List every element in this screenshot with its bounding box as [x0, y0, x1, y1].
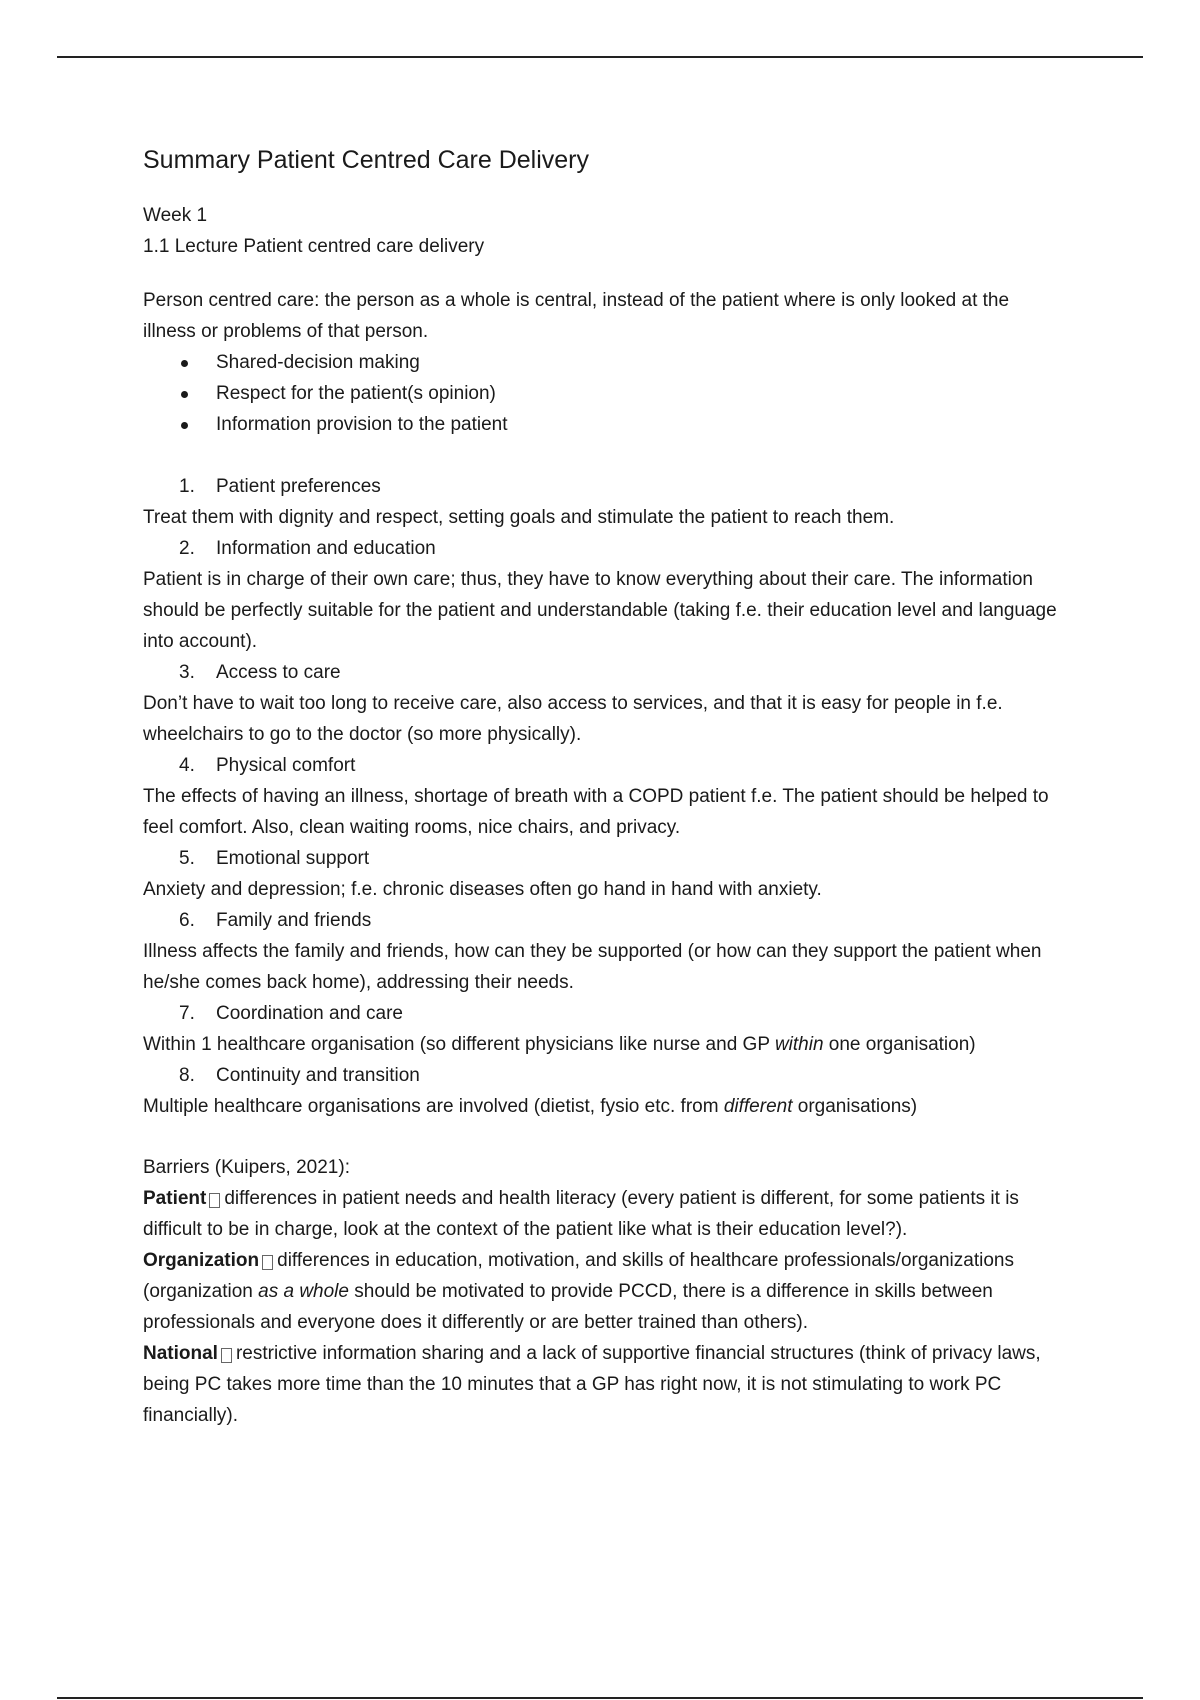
bullet-item: Information provision to the patient	[143, 409, 1063, 440]
item-text: The effects of having an illness, shortage of breath with a COPD patient f.e. The patient should be helped to feel comfort. Also, clean waiting rooms, nice chairs, and privacy.	[143, 786, 1049, 838]
intro-paragraph: Person centred care: the person as a whole is central, instead of the patient where is only looked at the illness or problems of that person.	[143, 290, 1010, 342]
barriers-section	[143, 1152, 1063, 1431]
footer-rule	[57, 1697, 1143, 1699]
numbered-section	[143, 471, 1063, 1122]
bullet-item: Shared-decision making	[143, 347, 1063, 378]
item-text: Within 1 healthcare organisation (so different physicians like nurse and GP within one organisation)	[143, 1034, 976, 1055]
arrow-icon	[262, 1255, 273, 1270]
document-body	[143, 140, 1063, 1431]
barrier-national: National restrictive information sharing and a lack of supportive financial structures (think of privacy laws, being PC takes more time than the 10 minutes that a GP has right now, it is not stimulating to work PC financially).	[143, 1343, 1041, 1426]
barriers-heading: Barriers (Kuipers, 2021):	[143, 1157, 350, 1178]
numbered-heading: 7. Coordination and care	[179, 1003, 403, 1024]
lecture-heading: 1.1 Lecture Patient centred care delivery	[143, 236, 485, 257]
item-text: Illness affects the family and friends, how can they be supported (or how can they support the patient when he/she comes back home), addressing their needs.	[143, 941, 1042, 993]
item-text: Anxiety and depression; f.e. chronic diseases often go hand in hand with anxiety.	[143, 879, 822, 900]
barrier-organization: Organization differences in education, motivation, and skills of healthcare professionals/organizations (organization as a whole should be motivated to provide PCCD, there is a difference in skills between professionals and everyone does it differently or are better trained than others).	[143, 1250, 1014, 1333]
bullet-dot-icon	[181, 360, 188, 367]
numbered-heading: 1. Patient preferences	[179, 476, 381, 497]
bullet-item: Respect for the patient(s opinion)	[143, 378, 1063, 409]
arrow-icon	[221, 1348, 232, 1363]
bullet-dot-icon	[181, 391, 188, 398]
document-title: Summary Patient Centred Care Delivery	[143, 146, 589, 174]
numbered-heading: 8. Continuity and transition	[179, 1065, 420, 1086]
bullet-list	[143, 347, 1063, 440]
item-text: Treat them with dignity and respect, setting goals and stimulate the patient to reach them.	[143, 507, 895, 528]
arrow-icon	[209, 1193, 220, 1208]
numbered-heading: 6. Family and friends	[179, 910, 372, 931]
item-text: Multiple healthcare organisations are involved (dietist, fysio etc. from different organisations)	[143, 1096, 918, 1117]
numbered-heading: 4. Physical comfort	[179, 755, 356, 776]
numbered-heading: 2. Information and education	[179, 538, 436, 559]
week-heading: Week 1	[143, 205, 208, 226]
item-text: Patient is in charge of their own care; thus, they have to know everything about their care. The information should be perfectly suitable for the patient and understandable (taking f.e. their education level and language into account).	[143, 569, 1057, 652]
numbered-heading: 5. Emotional support	[179, 848, 370, 869]
header-rule	[57, 56, 1143, 58]
barrier-patient: Patient differences in patient needs and health literacy (every patient is different, for some patients it is difficult to be in charge, look at the context of the patient like what is their education level?).	[143, 1188, 1019, 1240]
item-text: Don’t have to wait too long to receive care, also access to services, and that it is easy for people in f.e. wheelchairs to go to the doctor (so more physically).	[143, 693, 1003, 745]
bullet-dot-icon	[181, 422, 188, 429]
numbered-heading: 3. Access to care	[179, 662, 341, 683]
